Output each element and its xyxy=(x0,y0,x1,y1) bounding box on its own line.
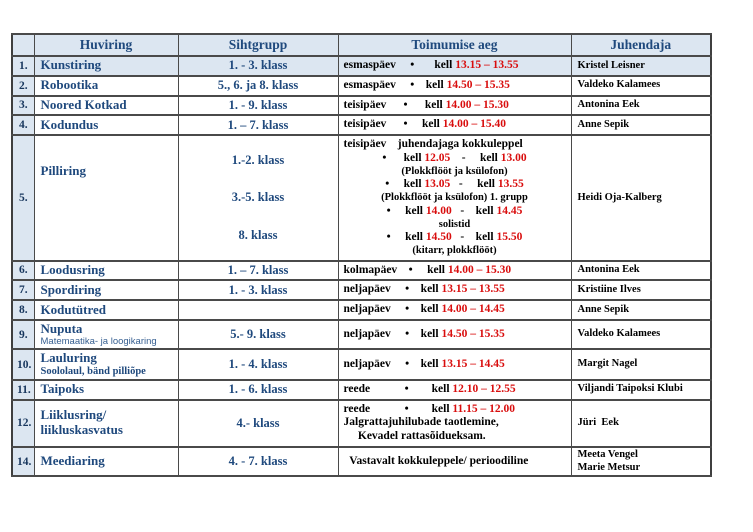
huviring-cell xyxy=(34,261,178,281)
aeg-text: solistid xyxy=(438,218,471,230)
huviring-name: Taipoks xyxy=(40,381,85,397)
toimumise-aeg-cell xyxy=(338,349,571,379)
table-row xyxy=(12,380,711,400)
aeg-text: - kell xyxy=(450,178,498,191)
juhendaja-cell xyxy=(571,400,711,447)
row-number-cell: 5. xyxy=(12,135,34,260)
sihtgrupp-cell xyxy=(178,280,338,300)
aeg-line xyxy=(344,178,566,192)
aeg-line xyxy=(344,166,566,179)
aeg-text: teisipäev juhendajaga kokkuleppel xyxy=(343,138,523,151)
sihtgrupp-cell xyxy=(178,135,338,260)
schedule-body xyxy=(12,56,711,476)
aeg-line xyxy=(344,283,566,297)
huviring-name: Pilliring xyxy=(40,163,86,179)
aeg-text: Jalgrattajuhilubade taotlemine, xyxy=(343,416,499,429)
huviring-cell xyxy=(34,447,178,476)
table-row xyxy=(12,135,711,260)
aeg-line xyxy=(344,416,566,430)
time-value: 13.15 – 13.55 xyxy=(441,283,505,296)
toimumise-aeg-cell xyxy=(338,261,571,281)
huviring-cell xyxy=(34,349,178,379)
huviring-cell xyxy=(34,280,178,300)
row-number-cell: 11. xyxy=(12,380,34,400)
row-number-cell: 12. xyxy=(12,400,34,447)
huviring-cell xyxy=(34,320,178,349)
huviring-cell xyxy=(34,96,178,116)
huviring-name: Nuputa xyxy=(40,320,83,336)
juhendaja-name: Margit Nagel xyxy=(577,358,638,370)
aeg-line xyxy=(344,328,566,342)
header-huviring: Huviring xyxy=(34,34,178,56)
sihtgrupp-value: 1.-2. klass xyxy=(231,153,285,168)
table-row xyxy=(12,96,711,116)
huviring-cell xyxy=(34,76,178,96)
aeg-text: - kell xyxy=(451,231,497,244)
time-value: 13.15 – 14.45 xyxy=(441,357,505,370)
toimumise-aeg-cell xyxy=(338,115,571,135)
sihtgrupp-value: 5.- 9. klass xyxy=(230,327,286,342)
sihtgrupp-cell xyxy=(178,447,338,476)
huviring-name: Robootika xyxy=(40,77,99,93)
time-value: 14.50 xyxy=(425,231,452,244)
sihtgrupp-value: 1. - 6. klass xyxy=(228,382,288,397)
toimumise-aeg-cell xyxy=(338,56,571,76)
aeg-line xyxy=(344,99,566,113)
sihtgrupp-cell xyxy=(178,349,338,379)
aeg-text: esmaspäev • kell xyxy=(343,59,456,71)
juhendaja-cell xyxy=(571,261,711,281)
huviring-name: Kunstiring xyxy=(40,57,102,73)
sihtgrupp-cell xyxy=(178,320,338,349)
huviring-name: Loodusring xyxy=(40,261,105,277)
juhendaja-cell xyxy=(571,300,711,320)
huviring-name: Meediaring xyxy=(40,453,105,469)
time-value: 14.50 – 15.35 xyxy=(446,78,510,91)
aeg-text: neljapäev • kell xyxy=(343,327,442,340)
juhendaja-cell xyxy=(571,115,711,135)
huviring-cell xyxy=(34,115,178,135)
aeg-text: neljapäev • kell xyxy=(343,283,442,296)
huviring-subtitle: Soololaul, bänd pilliõpe xyxy=(40,366,146,378)
row-number-cell: 6. xyxy=(12,261,34,281)
aeg-text: neljapäev • kell xyxy=(343,357,442,370)
toimumise-aeg-cell xyxy=(338,135,571,260)
aeg-line xyxy=(344,59,566,73)
sihtgrupp-cell xyxy=(178,400,338,447)
huviring-name: Lauluring xyxy=(40,350,97,366)
time-value: 12.10 – 12.55 xyxy=(452,382,516,395)
aeg-text: reede • kell xyxy=(343,382,453,395)
aeg-line xyxy=(344,403,566,417)
aeg-line xyxy=(344,358,566,372)
aeg-text: (kitarr, plokkflööt) xyxy=(412,244,497,256)
juhendaja-name: Kristiine Ilves xyxy=(577,283,641,295)
sihtgrupp-value: 1. - 4. klass xyxy=(228,357,288,372)
table-row xyxy=(12,115,711,135)
juhendaja-name: Antonina Eek xyxy=(577,264,640,276)
table-row xyxy=(12,261,711,281)
juhendaja-name: Anne Sepik xyxy=(577,118,630,130)
aeg-line xyxy=(344,245,566,258)
table-row xyxy=(12,280,711,300)
juhendaja-cell xyxy=(571,280,711,300)
sihtgrupp-value: 1. – 7. klass xyxy=(227,262,289,277)
juhendaja-name: Valdeko Kalamees xyxy=(577,79,661,91)
juhendaja-name: Kristel Leisner xyxy=(577,59,645,71)
toimumise-aeg-cell xyxy=(338,76,571,96)
row-number-cell: 1. xyxy=(12,56,34,76)
row-number-cell: 14. xyxy=(12,447,34,476)
huviring-cell xyxy=(34,380,178,400)
time-value: 14.00 – 15.40 xyxy=(442,118,506,131)
aeg-line xyxy=(344,118,566,132)
aeg-line xyxy=(344,219,566,232)
juhendaja-cell xyxy=(571,320,711,349)
sihtgrupp-cell xyxy=(178,380,338,400)
aeg-text: (Plokkflööt ja ksülofon) 1. grupp xyxy=(381,192,528,204)
juhendaja-cell xyxy=(571,380,711,400)
aeg-line xyxy=(344,231,566,245)
aeg-text: • kell xyxy=(386,204,426,217)
header-row xyxy=(12,34,711,56)
aeg-line xyxy=(344,264,566,278)
header-juhendaja: Juhendaja xyxy=(571,34,711,56)
time-value: 13.00 xyxy=(500,151,527,164)
time-value: 12.05 xyxy=(424,151,451,164)
juhendaja-name: Meeta Vengel xyxy=(577,448,638,460)
aeg-text: - kell xyxy=(451,204,497,217)
huviring-cell xyxy=(34,400,178,447)
time-value: 14.00 – 14.45 xyxy=(441,303,505,316)
aeg-line xyxy=(344,205,566,219)
huviring-cell xyxy=(34,300,178,320)
aeg-line xyxy=(344,383,566,397)
toimumise-aeg-cell xyxy=(338,447,571,476)
toimumise-aeg-cell xyxy=(338,96,571,116)
toimumise-aeg-cell xyxy=(338,300,571,320)
row-number-cell: 10. xyxy=(12,349,34,379)
aeg-line xyxy=(344,430,566,444)
aeg-line xyxy=(344,79,566,93)
aeg-line xyxy=(344,303,566,317)
time-value: 14.00 – 15.30 xyxy=(447,263,512,276)
huviring-name: Kodundus xyxy=(40,116,99,132)
aeg-line xyxy=(344,192,566,205)
juhendaja-cell xyxy=(571,135,711,260)
sihtgrupp-value: 5., 6. ja 8. klass xyxy=(217,78,299,93)
sihtgrupp-value: 4.- klass xyxy=(236,415,280,430)
sihtgrupp-lines xyxy=(183,142,334,254)
juhendaja-name: Anne Sepik xyxy=(577,303,630,315)
toimumise-aeg-cell xyxy=(338,280,571,300)
row-number-cell: 8. xyxy=(12,300,34,320)
juhendaja-cell xyxy=(571,76,711,96)
aeg-text: • kell xyxy=(382,151,425,164)
huviring-name: Noored Kotkad xyxy=(40,97,127,113)
aeg-text: teisipäev • kell xyxy=(343,98,446,111)
aeg-text: • kell xyxy=(385,178,425,191)
juhendaja-cell xyxy=(571,447,711,476)
header-toimumise-aeg: Toimumise aeg xyxy=(338,34,571,56)
sihtgrupp-cell xyxy=(178,76,338,96)
juhendaja-cell xyxy=(571,96,711,116)
sihtgrupp-value: 1. – 7. klass xyxy=(227,117,289,132)
time-value: 14.45 xyxy=(496,204,523,217)
huviring-name: Kodutütred xyxy=(40,301,106,317)
huviring-cell xyxy=(34,56,178,76)
aeg-line xyxy=(344,152,566,166)
table-row xyxy=(12,400,711,447)
table-row xyxy=(12,349,711,379)
sihtgrupp-cell xyxy=(178,300,338,320)
row-number-cell: 9. xyxy=(12,320,34,349)
table-row xyxy=(12,56,711,76)
huviring-name: Spordiring xyxy=(40,281,102,297)
toimumise-aeg-cell xyxy=(338,400,571,447)
huviring-name: Liiklusring/ xyxy=(40,407,107,423)
toimumise-aeg-cell xyxy=(338,320,571,349)
row-number-cell: 7. xyxy=(12,280,34,300)
juhendaja-cell xyxy=(571,56,711,76)
aeg-text: - kell xyxy=(450,151,501,164)
aeg-line xyxy=(344,138,566,152)
aeg-text: neljapäev • kell xyxy=(343,303,442,316)
aeg-text: teisipäev • kell xyxy=(343,118,443,131)
table-row xyxy=(12,320,711,349)
schedule-table xyxy=(11,33,712,477)
huviring-cell xyxy=(34,135,178,260)
sihtgrupp-value: 4. - 7. klass xyxy=(228,454,288,469)
sihtgrupp-value: 3.-5. klass xyxy=(231,190,285,205)
juhendaja-name: Viljandi Taipoksi Klubi xyxy=(577,383,683,395)
sihtgrupp-value: 1. - 3. klass xyxy=(228,58,288,73)
time-value: 14.00 xyxy=(425,204,452,217)
table-row xyxy=(12,300,711,320)
time-value: 13.55 xyxy=(497,178,524,191)
aeg-text: reede • kell xyxy=(343,402,453,415)
row-number-cell: 4. xyxy=(12,115,34,135)
time-value: 13.15 – 13.55 xyxy=(455,59,519,71)
row-number-cell: 2. xyxy=(12,76,34,96)
sihtgrupp-cell xyxy=(178,115,338,135)
sihtgrupp-cell xyxy=(178,261,338,281)
juhendaja-cell xyxy=(571,349,711,379)
juhendaja-name: Jüri Eek xyxy=(577,416,619,428)
time-value: 15.50 xyxy=(496,231,523,244)
juhendaja-name: Valdeko Kalamees xyxy=(577,328,661,340)
huviring-name: liikluskasvatus xyxy=(40,422,123,438)
juhendaja-name: Marie Metsur xyxy=(577,461,641,473)
sihtgrupp-value: 1. - 9. klass xyxy=(228,97,288,112)
time-value: 14.00 – 15.30 xyxy=(445,98,509,111)
table-row xyxy=(12,447,711,476)
juhendaja-name: Heidi Oja-Kalberg xyxy=(577,191,662,203)
huviring-subtitle: Matemaatika- ja loogikaring xyxy=(40,335,157,347)
aeg-line xyxy=(344,455,566,469)
table-row xyxy=(12,76,711,96)
juhendaja-name: Antonina Eek xyxy=(577,99,640,111)
row-number-cell: 3. xyxy=(12,96,34,116)
aeg-text: (Plokkflööt ja ksülofon) xyxy=(401,165,508,177)
aeg-text: • kell xyxy=(386,231,426,244)
aeg-text: kolmapäev • kell xyxy=(343,263,448,276)
header-sihtgrupp: Sihtgrupp xyxy=(178,34,338,56)
sihtgrupp-value: 1. - 3. klass xyxy=(228,282,288,297)
time-value: 13.05 xyxy=(424,178,451,191)
sihtgrupp-cell xyxy=(178,96,338,116)
time-value: 11.15 – 12.00 xyxy=(452,402,516,415)
sihtgrupp-cell xyxy=(178,56,338,76)
aeg-text: esmaspäev • kell xyxy=(343,78,447,91)
toimumise-aeg-cell xyxy=(338,380,571,400)
aeg-text: Vastavalt kokkuleppele/ perioodiline xyxy=(343,454,529,467)
time-value: 14.50 – 15.35 xyxy=(441,327,505,340)
sihtgrupp-value: 8. klass xyxy=(238,227,278,242)
header-num-cell xyxy=(12,34,34,56)
aeg-text: Kevadel rattasõidueksam. xyxy=(343,430,486,443)
